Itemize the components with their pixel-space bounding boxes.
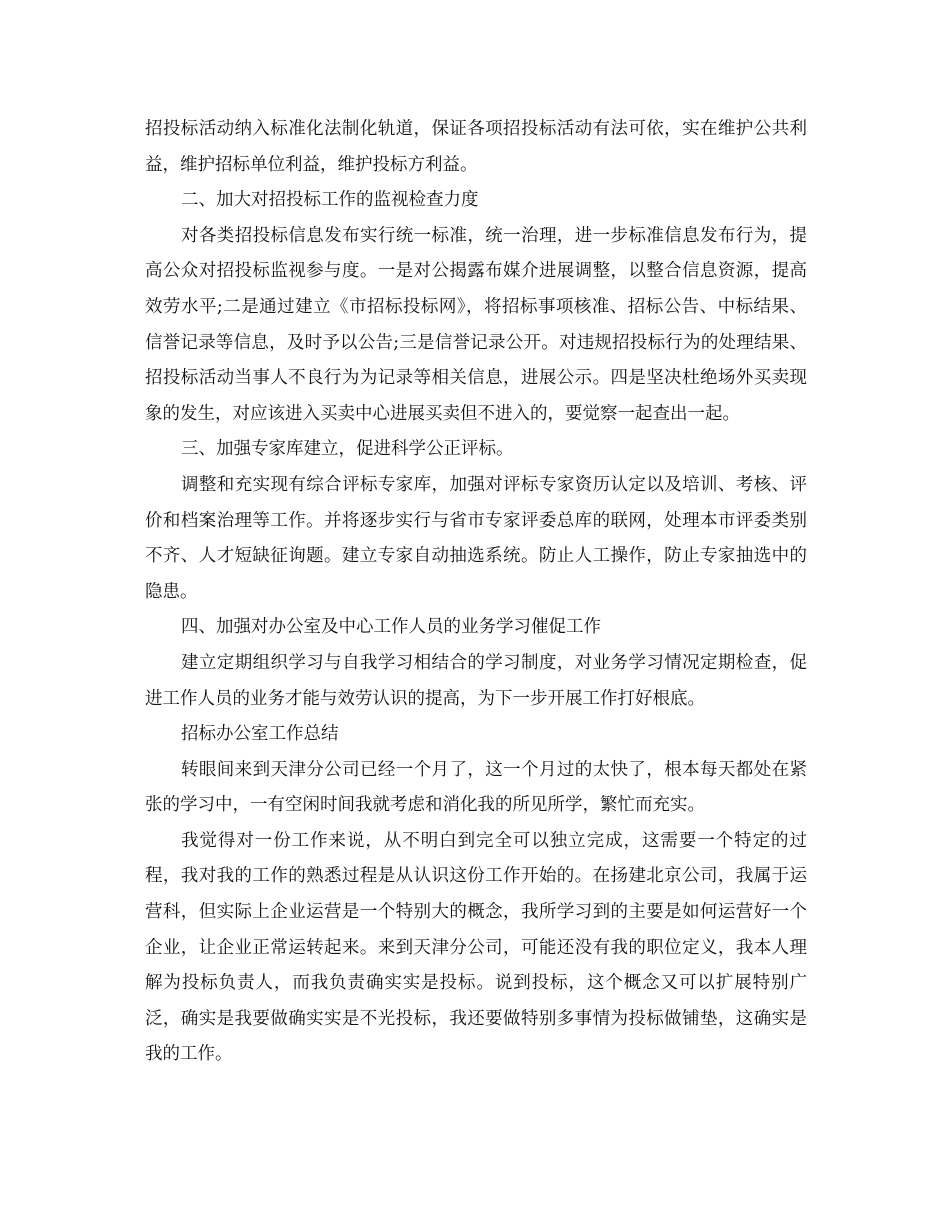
- body-paragraph: 我觉得对一份工作来说，从不明白到完全可以独立完成，这需要一个特定的过程，我对我的工作的熟悉过程是从认识这份工作开始的。在扬建北京公司，我属于运营科，但实际上企业运营是一个特别大的概念，我所学习到的主要是如何运营好一个企业，让企业正常运转起来。来到天津分公司，可能还没有我的职位定义，我本人理解为投标负责人，而我负责确实实是投标。说到投标，这个概念又可以扩展特别广泛，确实是我要做确实实是不光投标，我还要做特别多事情为投标做铺垫，这确实是我的工作。: [145, 830, 807, 1065]
- body-paragraph: 转眼间来到天津分公司已经一个月了，这一个月过的太快了，根本每天都处在紧张的学习中，一有空闲时间我就考虑和消化我的所见所学，繁忙而充实。: [145, 759, 807, 816]
- document-page: [145, 112, 807, 1073]
- body-paragraph: 招投标活动纳入标准化法制化轨道，保证各项招投标活动有法可依，实在维护公共利益，维护招标单位利益，维护投标方利益。: [145, 119, 807, 175]
- document-title: 招标办公室工作总结: [181, 724, 339, 745]
- section-heading: 三、加强专家库建立，促进科学公正评标。: [181, 439, 514, 460]
- body-paragraph: 建立定期组织学习与自我学习相结合的学习制度，对业务学习情况定期检查，促进工作人员的业务才能与效劳认识的提高，为下一步开展工作打好根底。: [145, 652, 807, 709]
- section-heading: 四、加强对办公室及中心工作人员的业务学习催促工作: [181, 617, 601, 638]
- body-paragraph: 调整和充实现有综合评标专家库，加强对评标专家资历认定以及培训、考核、评价和档案治理等工作。并将逐步实行与省市专家评委总库的联网，处理本市评委类别不齐、人才短缺征询题。建立专家自动抽选系统。防止人工操作，防止专家抽选中的隐患。: [145, 474, 807, 602]
- section-heading: 二、加大对招投标工作的监视检查力度: [181, 190, 479, 211]
- body-paragraph: 对各类招投标信息发布实行统一标准，统一治理，进一步标准信息发布行为，提高公众对招投标监视参与度。一是对公揭露布媒介进展调整，以整合信息资源，提高效劳水平;二是通过建立《市招标投标网》，将招标事项核准、招标公告、中标结果、信誉记录等信息，及时予以公告;三是信誉记录公开。对违规招投标行为的处理结果、招投标活动当事人不良行为为记录等相关信息，进展公示。四是坚决杜绝场外买卖现象的发生，对应该进入买卖中心进展买卖但不进入的，要觉察一起查出一起。: [145, 225, 807, 424]
